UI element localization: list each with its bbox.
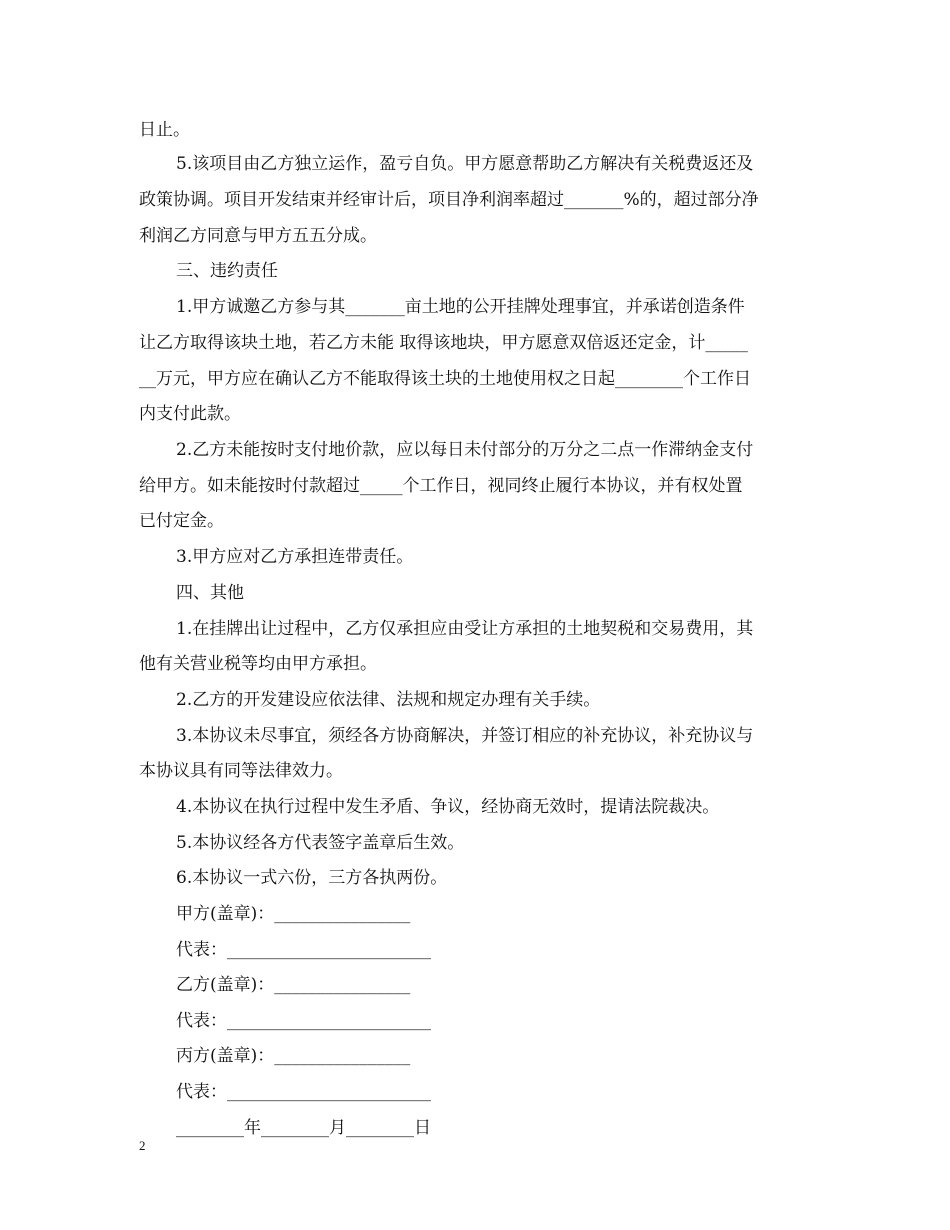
clause-4-3: 3.本协议未尽事宜，须经各方协商解决，并签订相应的补充协议，补充协议与 <box>176 726 754 746</box>
signature-rep-a: 代表：________________________ <box>176 940 431 960</box>
signature-rep-c: 代表：________________________ <box>176 1082 431 1102</box>
clause-2-5: 5.该项目由乙方独立运作，盈亏自负。甲方愿意帮助乙方解决有关税费返还及 <box>176 154 754 174</box>
signature-date: ________年________月________日 <box>176 1118 431 1138</box>
text-line: 政策协调。项目开发结束并经审计后，项目净利润率超过_______%的，超过部分净 <box>139 190 759 210</box>
section-heading-breach: 三、违约责任 <box>176 261 278 281</box>
text-line: 给甲方。如未能按时付款超过_____个工作日，视同终止履行本协议，并有权处置 <box>139 476 743 496</box>
clause-4-4: 4.本协议在执行过程中发生矛盾、争议，经协商无效时，提请法院裁决。 <box>176 797 720 817</box>
clause-3-2: 2.乙方未能按时支付地价款，应以每日未付部分的万分之二点一作滞纳金支付 <box>176 440 754 460</box>
signature-rep-b: 代表：________________________ <box>176 1011 431 1031</box>
text-line: 利润乙方同意与甲方五五分成。 <box>139 226 377 246</box>
section-heading-other: 四、其他 <box>176 583 244 603</box>
text-line: 让乙方取得该块土地，若乙方未能 取得该地块，甲方愿意双倍返还定金，计_____ <box>139 333 748 353</box>
signature-party-a: 甲方(盖章)：________________ <box>176 904 411 924</box>
signature-party-b: 乙方(盖章)：________________ <box>176 975 411 995</box>
text-line: __万元，甲方应在确认乙方不能取得该土块的土地使用权之日起________个工作日 <box>139 369 751 389</box>
text-line: 他有关营业税等均由甲方承担。 <box>139 654 377 674</box>
signature-party-c: 丙方(盖章)：________________ <box>176 1046 411 1066</box>
page-number: 2 <box>139 1138 146 1153</box>
text-line: 内支付此款。 <box>139 404 241 424</box>
clause-3-1: 1.甲方诚邀乙方参与其_______亩土地的公开挂牌处理事宜，并承诺创造条件 <box>176 297 745 317</box>
text-line: 已付定金。 <box>139 511 224 531</box>
clause-3-3: 3.甲方应对乙方承担连带责任。 <box>176 547 414 567</box>
clause-4-5: 5.本协议经各方代表签字盖章后生效。 <box>176 833 465 853</box>
clause-4-1: 1.在挂牌出让过程中，乙方仅承担应由受让方承担的土地契税和交易费用，其 <box>176 619 754 639</box>
clause-4-6: 6.本协议一式六份，三方各执两份。 <box>176 868 448 888</box>
text-line: 日止。 <box>139 120 190 140</box>
text-line: 本协议具有同等法律效力。 <box>139 761 343 781</box>
clause-4-2: 2.乙方的开发建设应依法律、法规和规定办理有关手续。 <box>176 690 601 710</box>
